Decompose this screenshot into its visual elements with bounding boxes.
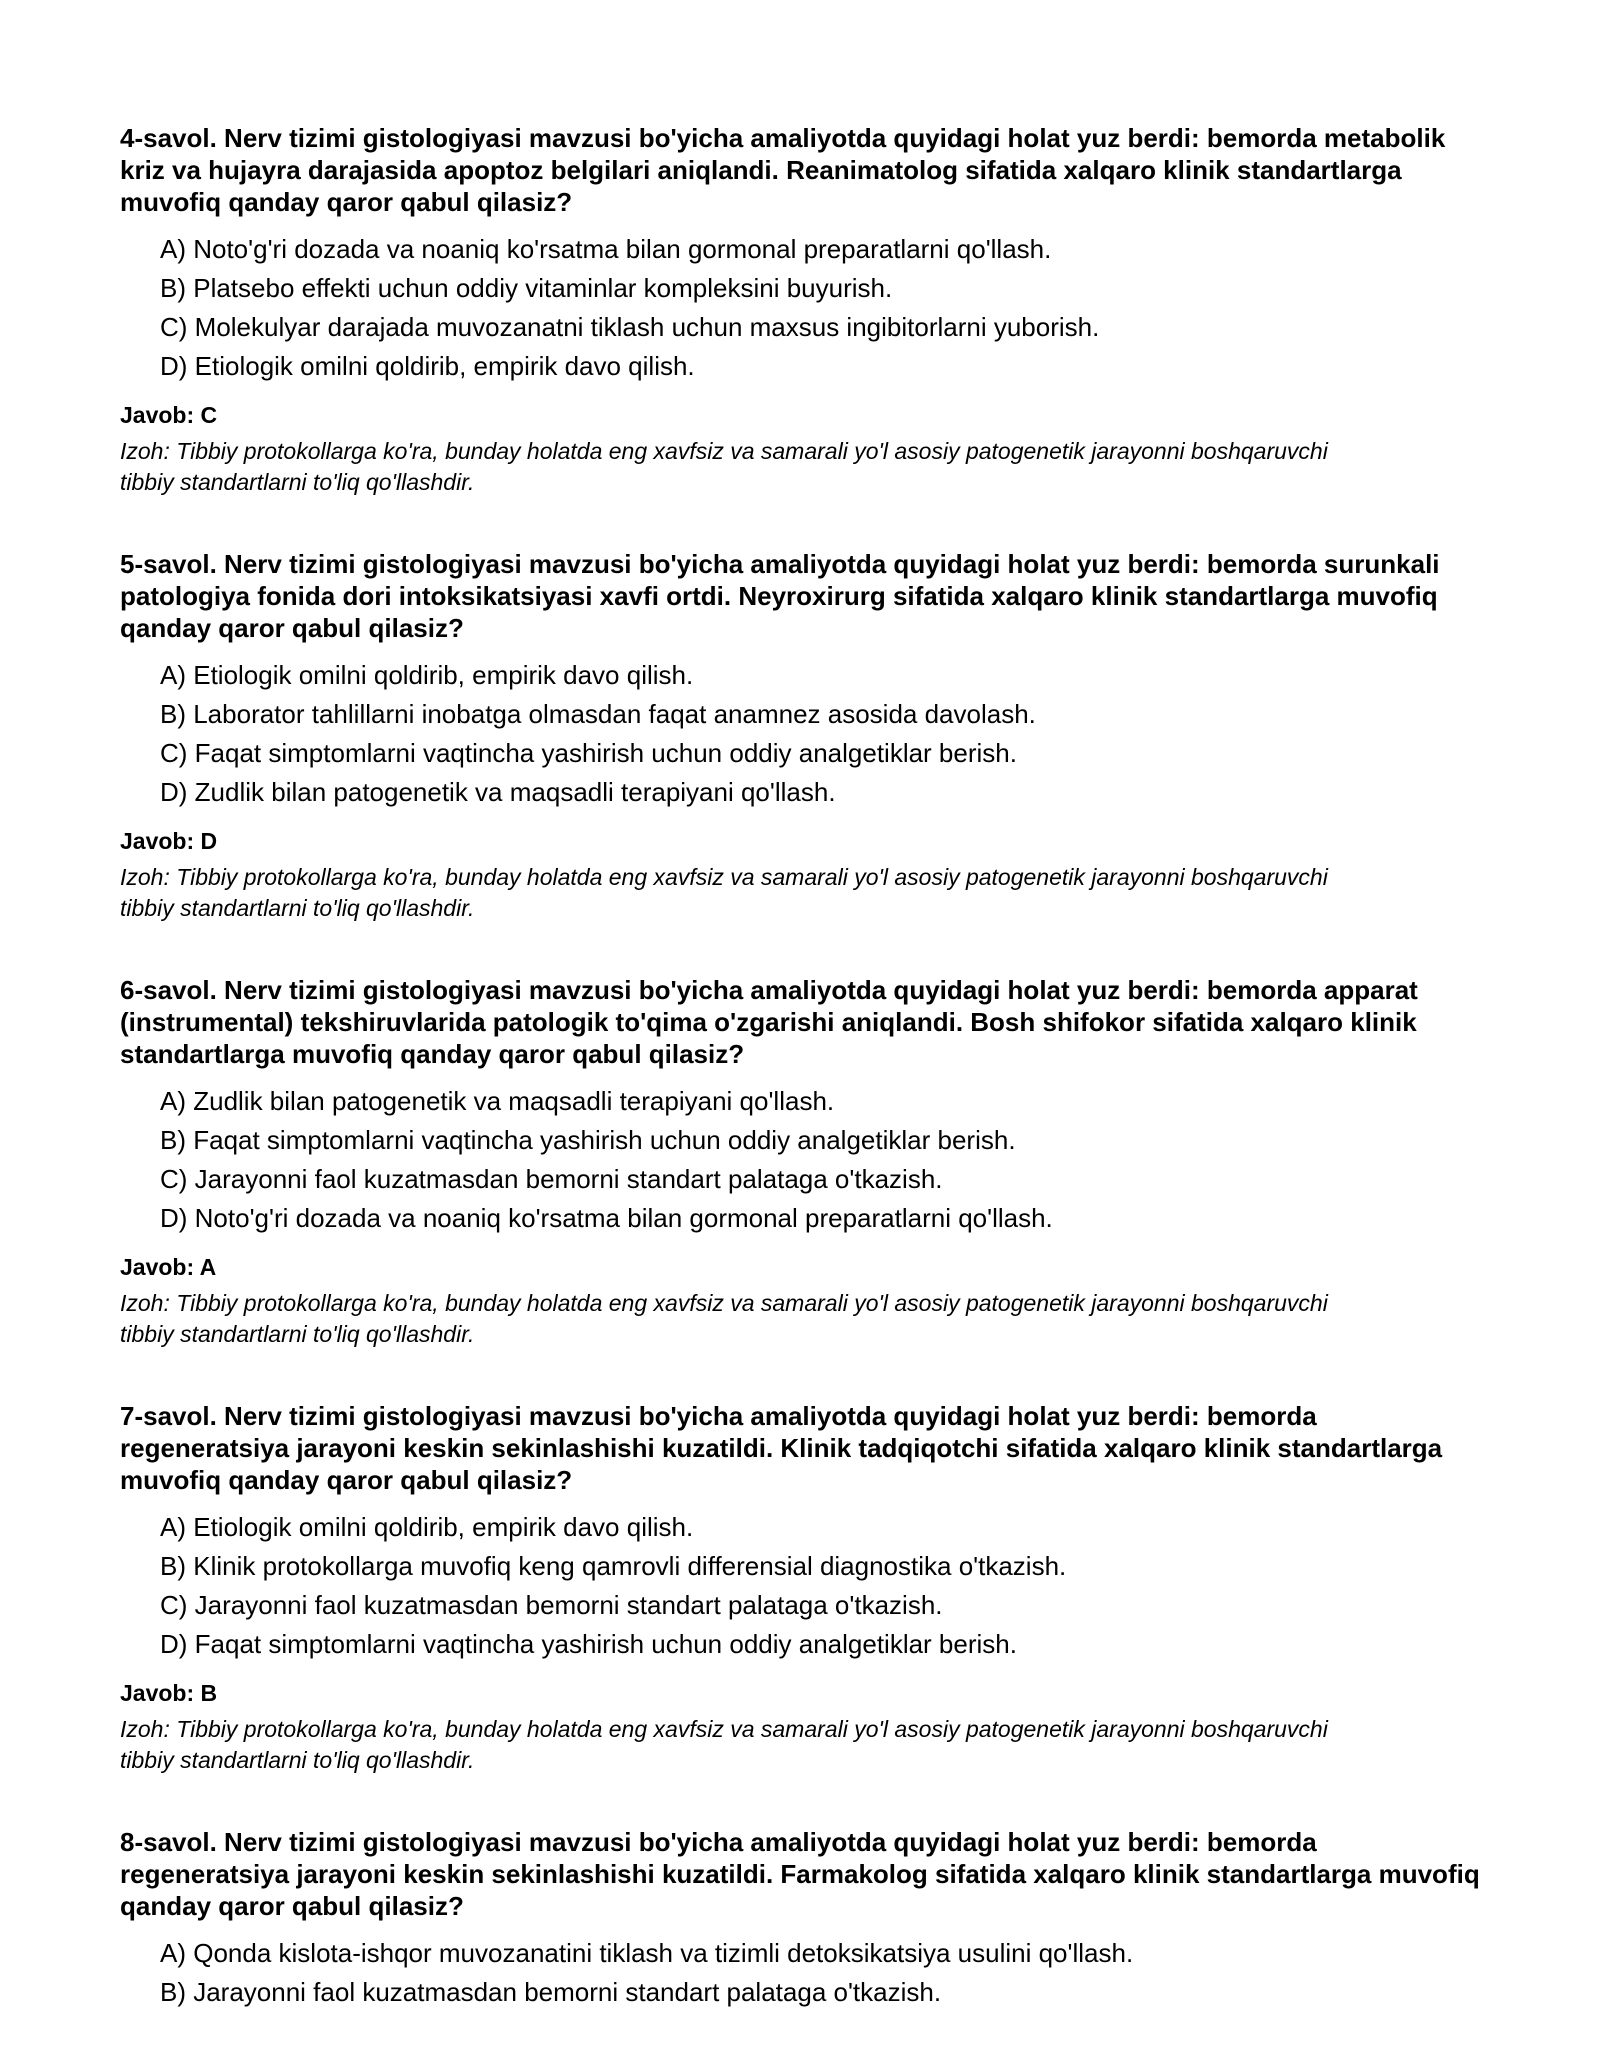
option-a: A) Noto'g'ri dozada va noaniq ko'rsatma bilan gormonal preparatlarni qo'llash.: [160, 234, 1052, 264]
option-c: C) Molekulyar darajada muvozanatni tiklash uchun maxsus ingibitorlarni yuborish.: [160, 312, 1100, 342]
option-b: B) Faqat simptomlarni vaqtincha yashirish uchun oddiy analgetiklar berish.: [160, 1125, 1016, 1155]
option-a: A) Zudlik bilan patogenetik va maqsadli terapiyani qo'llash.: [160, 1086, 835, 1116]
answer-text: Javob: D: [120, 828, 218, 854]
explanation-text: Izoh: Tibbiy protokollarga ko'ra, bunday holatda eng xavfsiz va samarali yo'l asosiy patogenetik jarayonni boshqaruvchi tibbiy standartlarni to'liq qo'llashdir.: [120, 438, 1328, 495]
explanation-text: Izoh: Tibbiy protokollarga ko'ra, bunday holatda eng xavfsiz va samarali yo'l asosiy patogenetik jarayonni boshqaruvchi tibbiy standartlarni to'liq qo'llashdir.: [120, 864, 1328, 921]
options-list: [120, 1934, 1490, 2012]
option-b: B) Jarayonni faol kuzatmasdan bemorni standart palataga o'tkazish.: [160, 1977, 942, 2007]
document-page: [120, 122, 1490, 2062]
question-text: 7-savol. Nerv tizimi gistologiyasi mavzusi bo'yicha amaliyotda quyidagi holat yuz berdi: bemorda regeneratsiya jarayoni keskin sekinlashishi kuzatildi. Klinik tadqiqotchi sifatida xalqaro klinik standartlarga muvofiq qanday qaror qabul qilasiz?: [120, 1401, 1443, 1495]
option-b: B) Klinik protokollarga muvofiq keng qamrovli differensial diagnostika o'tkazish.: [160, 1551, 1067, 1581]
option-d: D) Etiologik omilni qoldirib, empirik davo qilish.: [160, 351, 695, 381]
option-b: B) Platsebo effekti uchun oddiy vitaminlar kompleksini buyurish.: [160, 273, 893, 303]
options-list: [120, 1508, 1490, 1664]
option-d: D) Faqat simptomlarni vaqtincha yashirish uchun oddiy analgetiklar berish.: [160, 1629, 1017, 1659]
option-c: C) Faqat simptomlarni vaqtincha yashirish uchun oddiy analgetiklar berish.: [160, 738, 1017, 768]
answer-text: Javob: B: [120, 1680, 218, 1706]
question-text: 8-savol. Nerv tizimi gistologiyasi mavzusi bo'yicha amaliyotda quyidagi holat yuz berdi: bemorda regeneratsiya jarayoni keskin sekinlashishi kuzatildi. Farmakolog sifatida xalqaro klinik standartlarga muvofiq qanday qaror qabul qilasiz?: [120, 1827, 1480, 1921]
question-block-5: [120, 548, 1490, 924]
option-a: A) Etiologik omilni qoldirib, empirik davo qilish.: [160, 660, 694, 690]
answer-text: Javob: A: [120, 1254, 217, 1280]
question-block-7: [120, 1400, 1490, 1776]
question-text: 4-savol. Nerv tizimi gistologiyasi mavzusi bo'yicha amaliyotda quyidagi holat yuz berdi: bemorda metabolik kriz va hujayra darajasida apoptoz belgilari aniqlandi. Reanimatolog sifatida xalqaro klinik standartlarga muvofiq qanday qaror qabul qilasiz?: [120, 123, 1446, 217]
answer-text: Javob: C: [120, 402, 218, 428]
option-a: A) Qonda kislota-ishqor muvozanatini tiklash va tizimli detoksikatsiya usulini qo'llash.: [160, 1938, 1134, 1968]
question-block-6: [120, 974, 1490, 1350]
question-text: 6-savol. Nerv tizimi gistologiyasi mavzusi bo'yicha amaliyotda quyidagi holat yuz berdi: bemorda apparat (instrumental) tekshiruvlarida patologik to'qima o'zgarishi aniqlandi. Bosh shifokor sifatida xalqaro klinik standartlarga muvofiq qanday qaror qabul qilasiz?: [120, 975, 1418, 1069]
explanation-text: Izoh: Tibbiy protokollarga ko'ra, bunday holatda eng xavfsiz va samarali yo'l asosiy patogenetik jarayonni boshqaruvchi tibbiy standartlarni to'liq qo'llashdir.: [120, 1716, 1328, 1773]
options-list: [120, 1082, 1490, 1238]
option-a: A) Etiologik omilni qoldirib, empirik davo qilish.: [160, 1512, 694, 1542]
option-d: D) Noto'g'ri dozada va noaniq ko'rsatma bilan gormonal preparatlarni qo'llash.: [160, 1203, 1053, 1233]
option-c: C) Jarayonni faol kuzatmasdan bemorni standart palataga o'tkazish.: [160, 1164, 943, 1194]
option-d: D) Zudlik bilan patogenetik va maqsadli terapiyani qo'llash.: [160, 777, 836, 807]
options-list: [120, 230, 1490, 386]
question-block-8: [120, 1826, 1490, 2012]
question-block-4: [120, 122, 1490, 498]
option-b: B) Laborator tahlillarni inobatga olmasdan faqat anamnez asosida davolash.: [160, 699, 1036, 729]
explanation-text: Izoh: Tibbiy protokollarga ko'ra, bunday holatda eng xavfsiz va samarali yo'l asosiy patogenetik jarayonni boshqaruvchi tibbiy standartlarni to'liq qo'llashdir.: [120, 1290, 1328, 1347]
options-list: [120, 656, 1490, 812]
option-c: C) Jarayonni faol kuzatmasdan bemorni standart palataga o'tkazish.: [160, 1590, 943, 1620]
question-text: 5-savol. Nerv tizimi gistologiyasi mavzusi bo'yicha amaliyotda quyidagi holat yuz berdi: bemorda surunkali patologiya fonida dori intoksikatsiyasi xavfi ortdi. Neyroxirurg sifatida xalqaro klinik standartlarga muvofiq qanday qaror qabul qilasiz?: [120, 549, 1440, 643]
